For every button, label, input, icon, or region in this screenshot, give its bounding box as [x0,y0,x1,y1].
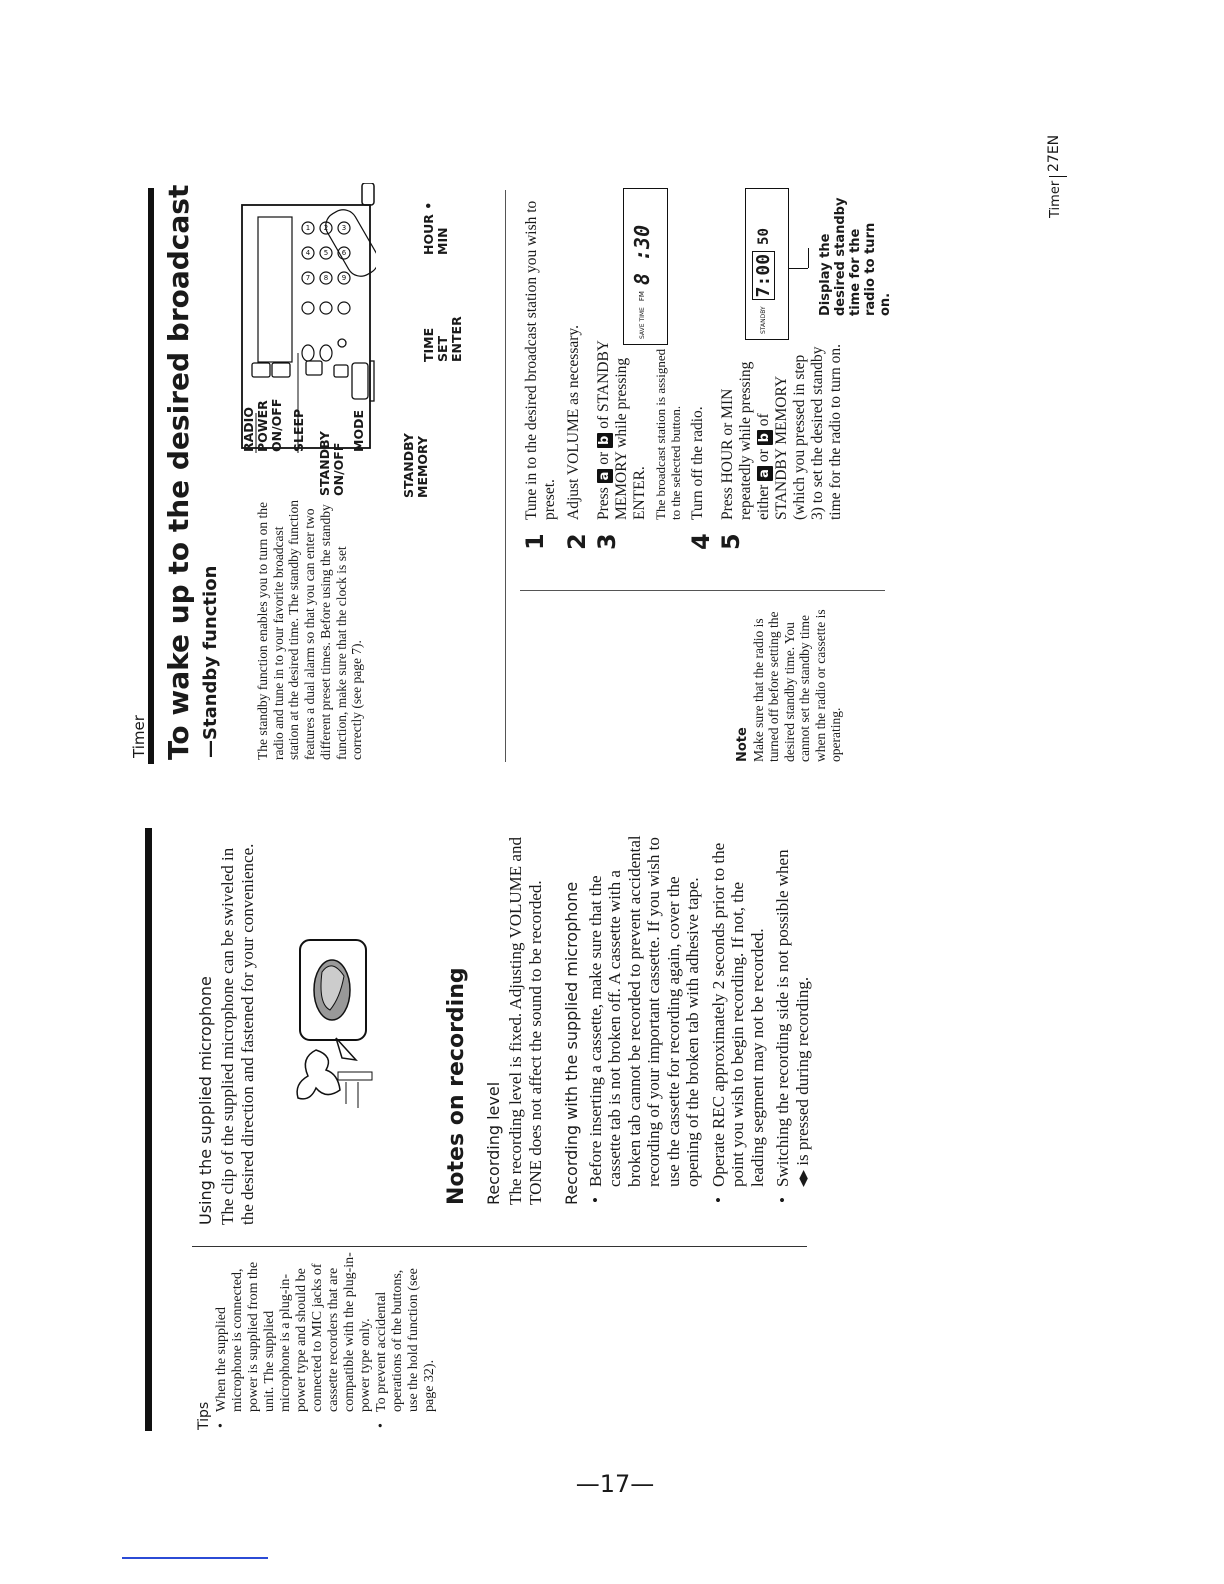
microphone-illustration [286,932,382,1122]
label-sleep-text: SLEEP [291,408,306,452]
footer-divider [1049,176,1067,177]
footer-page-number: 27EN [1046,134,1062,172]
step-text: Adjust VOLUME as necessary. [565,324,582,520]
label-radio-power [242,392,284,452]
step-number: 4 [687,533,715,550]
tips-heading: Tips [196,1401,212,1430]
svg-text:9: 9 [341,274,347,282]
label-standby-onoff [318,426,346,496]
left-page-bar [145,828,152,1431]
step-4 [689,190,713,550]
display-pointer-stem [808,248,809,268]
lcd-display-2 [745,188,789,340]
recording-bullet: • Operate REC approximately 2 seconds prior to the point you wish to begin recording. If not, the leading segment may not be recorded. [709,833,768,1205]
mic-section [196,840,258,1225]
lcd-display-1-content [630,194,654,339]
note-divider [520,590,885,591]
label-hour-min-text: HOUR • MIN [421,201,450,255]
step-number: 5 [717,533,745,550]
tips-block [196,1250,438,1430]
svg-text:2: 2 [323,224,329,232]
tips-divider [192,1246,807,1247]
step-1 [523,190,559,550]
lcd-tag: SAVE TIME [638,307,646,339]
lcd-tag: STANDBY [760,306,767,334]
mic-text: The clip of the supplied microphone can be swiveled in the desired direction and fastened for your convenience. [218,843,257,1225]
page-subtitle: —Standby function [200,565,221,758]
mic-heading: Using the supplied microphone [196,976,215,1225]
section-rule [148,188,154,764]
label-mode-text: MODE [351,410,366,452]
bottom-accent-line [122,1557,268,1559]
svg-text:6: 6 [341,249,347,257]
display-pointer-line [788,268,808,269]
svg-text:7: 7 [305,274,311,282]
key-a-icon: a [597,469,613,484]
steps-list [523,190,851,550]
key-b-icon: b [757,430,773,445]
note-heading: Note [735,727,750,762]
step-text: Tune in to the desired broadcast station you wish to preset. [523,200,558,520]
recording-level-section [484,835,546,1205]
step-text: Press [595,487,612,520]
step-text: of STANDBY MEMORY while pressing ENTER. [595,340,648,520]
notes-title: Notes on recording [444,967,469,1205]
key-a-icon: a [757,466,773,481]
recording-mic-heading: Recording with the supplied microphone [562,881,581,1205]
display-caption: Display the desired standby time for the radio to turn on. [818,197,893,316]
lcd-display-1 [623,188,668,345]
key-b-icon: b [597,433,613,448]
recording-bullet: • Switching the recording side is not possible when ◂▸ is pressed during recording. [773,833,812,1205]
label-standby-memory-text: STANDBY MEMORY [401,433,430,498]
steps-divider [505,190,506,762]
recording-mic-section [562,833,812,1205]
note-block [735,602,844,762]
lcd-time: 7:00 [752,251,775,300]
svg-text:3: 3 [341,224,347,232]
note-text: Make sure that the radio is turned off before setting the desired standby time. You cannot set the standby time when the radio or cassette is operating. [750,609,843,762]
footer-label: Timer [1048,180,1063,218]
step-number: 1 [521,533,549,550]
recording-level-text: The recording level is fixed. Adjusting VOLUME and TONE does not affect the sound to be recorded. [506,837,545,1205]
step-text: of STANDBY MEMORY (which you pressed in step 3) to set the desired standby time for the radio to turn on. [755,343,844,520]
svg-text:1: 1 [305,224,311,232]
svg-text:5: 5 [323,249,329,257]
step-text: or [595,451,612,465]
label-mode [352,410,366,452]
step-text: or [755,449,772,463]
tip-item: • To prevent accidental operations of the buttons, use the hold function (see page 32). [374,1250,438,1430]
lcd-band: FM [638,291,646,302]
lcd-frequency: 50 [755,228,772,245]
svg-text:4: 4 [305,249,311,257]
recording-bullets [586,833,813,1205]
label-hour-min [422,195,450,255]
page-number: —17— [575,1470,655,1498]
label-sleep [292,409,306,452]
recording-level-heading: Recording level [484,1081,503,1205]
tips-list [214,1250,438,1430]
page-title: To wake up to the desired broadcast [162,184,195,760]
step-number: 2 [563,533,591,550]
recording-bullet: • Before inserting a cassette, make sure that the cassette tab is not broken off. A cassette with a broken tab cannot be recorded to prevent accidental recording of your important cassette. If you wish to use the cassette for recording again, cover the opening of the broken tab with adhesive tape. [586,833,703,1205]
label-time-set [422,300,464,362]
label-standby-memory [402,428,430,498]
label-standby-onoff-text: STANDBY ON/OFF [317,431,346,496]
intro-text: The standby function enables you to turn on the radio and tune in to your favorite broadcast station at the desired time. The standby function features a dual alarm so that you can enter two different preset times. Before using the standby function, make sure that the clock is set correctly (see page 7). [255,500,365,760]
label-radio-power-text: RADIO POWER ON/OFF [241,398,284,452]
label-time-set-text: TIME SET ENTER [421,316,464,362]
tip-item: • When the supplied microphone is connected, power is supplied from the unit. The supplied microphone is a plug-in-power type and should be connected to MIC jacks of cassette recorders that are compatible with the plug-in-power type only. [214,1250,374,1430]
lcd-display-2-content [752,194,775,334]
step-text: Turn off the radio. [689,406,706,520]
step-2 [565,190,589,550]
lcd-time: 8 :30 [630,224,654,286]
step-text: Press HOUR or MIN repeatedly while pressing either [719,361,772,520]
step-number: 3 [593,533,621,550]
section-label: Timer [130,715,148,758]
svg-text:8: 8 [323,274,329,282]
step-subtext: The broadcast station is assigned to the selected button. [653,348,683,520]
